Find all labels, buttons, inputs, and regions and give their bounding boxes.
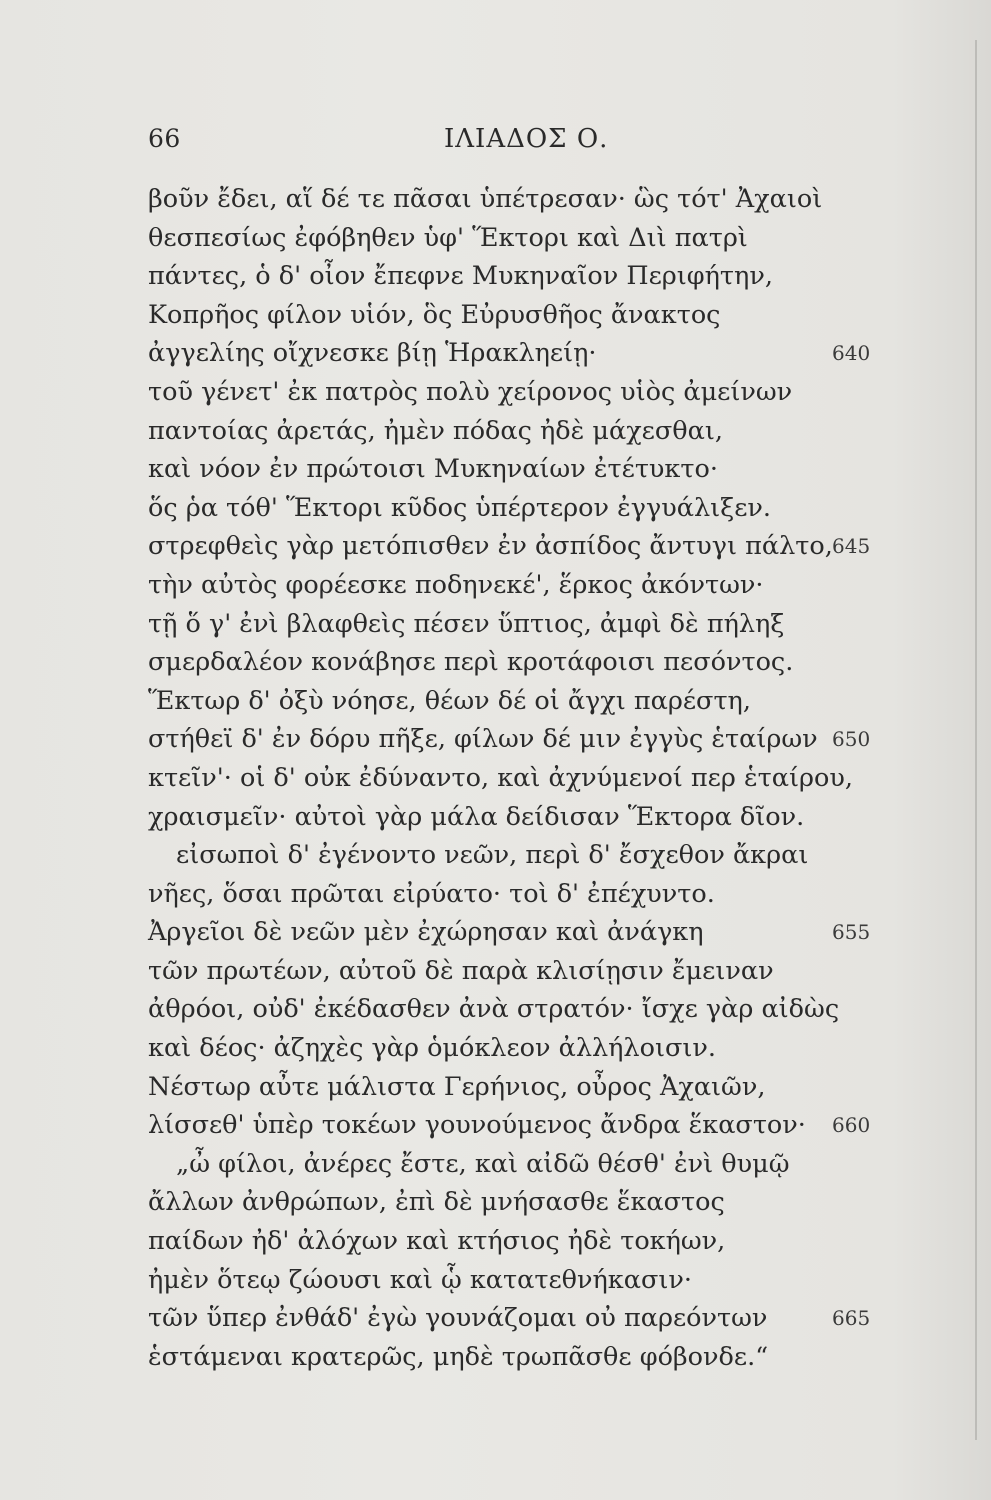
verse-line	[148, 1183, 888, 1222]
verse-line-text: Κοπρῆος φίλον υἱόν, ὃς Εὐρυσθῆος ἄνακτος	[148, 299, 721, 330]
verse-line-text: ἑστάμεναι κρατερῶς, μηδὲ τρωπᾶσθε φόβονδε.“	[148, 1341, 769, 1372]
line-number: 645	[832, 534, 871, 559]
verse-line-text: ὅς ῥα τόθ' Ἕκτορι κῦδος ὑπέρτερον ἐγγυάλιξεν.	[148, 492, 772, 523]
verse-line-text: τῶν ὕπερ ἐνθάδ' ἐγὼ γουνάζομαι οὐ παρεόντων	[148, 1303, 768, 1334]
verse-line	[148, 643, 888, 682]
verse-line-text: τῶν πρωτέων, αὐτοῦ δὲ παρὰ κλισίῃσιν ἔμειναν	[148, 955, 774, 986]
verse-line-text: κτεῖν'· οἱ δ' οὐκ ἐδύναντο, καὶ ἀχνύμενοί περ ἑταίρου,	[148, 762, 853, 793]
verse-line-text: καὶ δέος· ἀζηχὲς γὰρ ὁμόκλεον ἀλλήλοισιν.	[148, 1033, 716, 1064]
verse-line	[148, 180, 888, 219]
verse-line	[148, 296, 888, 335]
verse-line-text: σμερδαλέον κονάβησε περὶ κροτάφοισι πεσόντος.	[148, 647, 794, 678]
verse-line-text: πάντες, ὁ δ' οἶον ἔπεφνε Μυκηναῖον Περιφήτην,	[148, 261, 773, 292]
verse-line-text: τὴν αὐτὸς φορέεσκε ποδηνεκέ', ἕρκος ἀκόντων·	[148, 569, 764, 600]
line-number: 660	[832, 1113, 871, 1138]
verse-line-text: „ὦ φίλοι, ἀνέρες ἔστε, καὶ αἰδῶ θέσθ' ἐνὶ θυμῷ	[176, 1148, 790, 1179]
verse-line	[148, 798, 888, 837]
verse-line	[148, 720, 888, 759]
verse-line	[148, 257, 888, 296]
verse-line	[148, 1261, 888, 1300]
line-number: 640	[832, 341, 871, 366]
verse-line-text: παντοίας ἀρετάς, ἠμὲν πόδας ἠδὲ μάχεσθαι,	[148, 415, 723, 446]
line-number: 665	[832, 1306, 871, 1331]
page-number: 66	[148, 124, 181, 153]
verse-line	[148, 952, 888, 991]
verse-line-text: βοῦν ἔδει, αἵ δέ τε πᾶσαι ὑπέτρεσαν· ὣς τότ' Ἀχαιοὶ	[148, 184, 823, 214]
verse-text-block	[148, 180, 888, 1376]
verse-line	[148, 1222, 888, 1261]
verse-line	[148, 605, 888, 644]
verse-line-text: στρεφθεὶς γὰρ μετόπισθεν ἐν ἀσπίδος ἄντυγι πάλτο,	[148, 531, 833, 562]
verse-line-text: Ἕκτωρ δ' ὀξὺ νόησε, θέων δέ οἱ ἄγχι παρέστη,	[148, 685, 751, 716]
verse-line	[148, 219, 888, 258]
verse-line	[148, 1338, 888, 1377]
line-number: 655	[832, 920, 871, 945]
verse-line-text: τῇ ὅ γ' ἐνὶ βλαφθεὶς πέσεν ὕπτιος, ἀμφὶ δὲ πήληξ	[148, 608, 785, 639]
verse-line	[148, 836, 888, 875]
verse-line	[148, 334, 888, 373]
line-number: 650	[832, 727, 871, 752]
verse-line	[148, 373, 888, 412]
verse-line-text: ἀθρόοι, οὐδ' ἐκέδασθεν ἀνὰ στρατόν· ἴσχε γὰρ αἰδὼς	[148, 994, 840, 1025]
verse-line-text: ἀγγελίης οἴχνεσκε βίῃ Ἡρακληείῃ·	[148, 338, 597, 369]
verse-line-text: ἄλλων ἀνθρώπων, ἐπὶ δὲ μνήσασθε ἕκαστος	[148, 1187, 725, 1218]
verse-line-text: τοῦ γένετ' ἐκ πατρὸς πολὺ χείρονος υἱὸς ἀμείνων	[148, 376, 793, 407]
verse-line	[148, 527, 888, 566]
verse-line	[148, 1068, 888, 1107]
verse-line	[148, 1299, 888, 1338]
verse-line-text: λίσσεθ' ὑπὲρ τοκέων γουνούμενος ἄνδρα ἕκαστον·	[148, 1110, 806, 1141]
verse-line-text: νῆες, ὅσαι πρῶται εἰρύατο· τοὶ δ' ἐπέχυντο.	[148, 878, 715, 909]
running-title: ΙΛΙΑΔΟΣ Ο.	[444, 124, 609, 154]
verse-line	[148, 489, 888, 528]
verse-line	[148, 682, 888, 721]
verse-line	[148, 990, 888, 1029]
verse-line	[148, 1106, 888, 1145]
verse-line-text: παίδων ἠδ' ἀλόχων καὶ κτήσιος ἠδὲ τοκήων,	[148, 1226, 726, 1257]
verse-line-text: στήθεϊ δ' ἐν δόρυ πῆξε, φίλων δέ μιν ἐγγὺς ἑταίρων	[148, 724, 818, 755]
verse-line-text: Ἀργεῖοι δὲ νεῶν μὲν ἐχώρησαν καὶ ἀνάγκη	[148, 917, 704, 948]
verse-line-text: εἰσωποὶ δ' ἐγένοντο νεῶν, περὶ δ' ἔσχεθον ἄκραι	[176, 840, 809, 871]
verse-line	[148, 412, 888, 451]
page-header	[148, 124, 888, 164]
verse-line	[148, 875, 888, 914]
page-edge-line	[975, 40, 977, 1440]
verse-line-text: θεσπεσίως ἐφόβηθεν ὑφ' Ἕκτορι καὶ Διὶ πατρὶ	[148, 222, 748, 253]
verse-line	[148, 913, 888, 952]
verse-line-text: καὶ νόον ἐν πρώτοισι Μυκηναίων ἐτέτυκτο·	[148, 454, 718, 485]
verse-line-text: ἠμὲν ὅτεῳ ζώουσι καὶ ᾧ κατατεθνήκασιν·	[148, 1264, 692, 1295]
verse-line	[148, 566, 888, 605]
verse-line	[148, 759, 888, 798]
verse-line	[148, 450, 888, 489]
verse-line	[148, 1029, 888, 1068]
verse-line-text: χραισμεῖν· αὐτοὶ γὰρ μάλα δείδισαν Ἕκτορα δῖον.	[148, 801, 805, 832]
verse-line-text: Νέστωρ αὖτε μάλιστα Γερήνιος, οὖρος Ἀχαιῶν,	[148, 1071, 766, 1102]
verse-line	[148, 1145, 888, 1184]
